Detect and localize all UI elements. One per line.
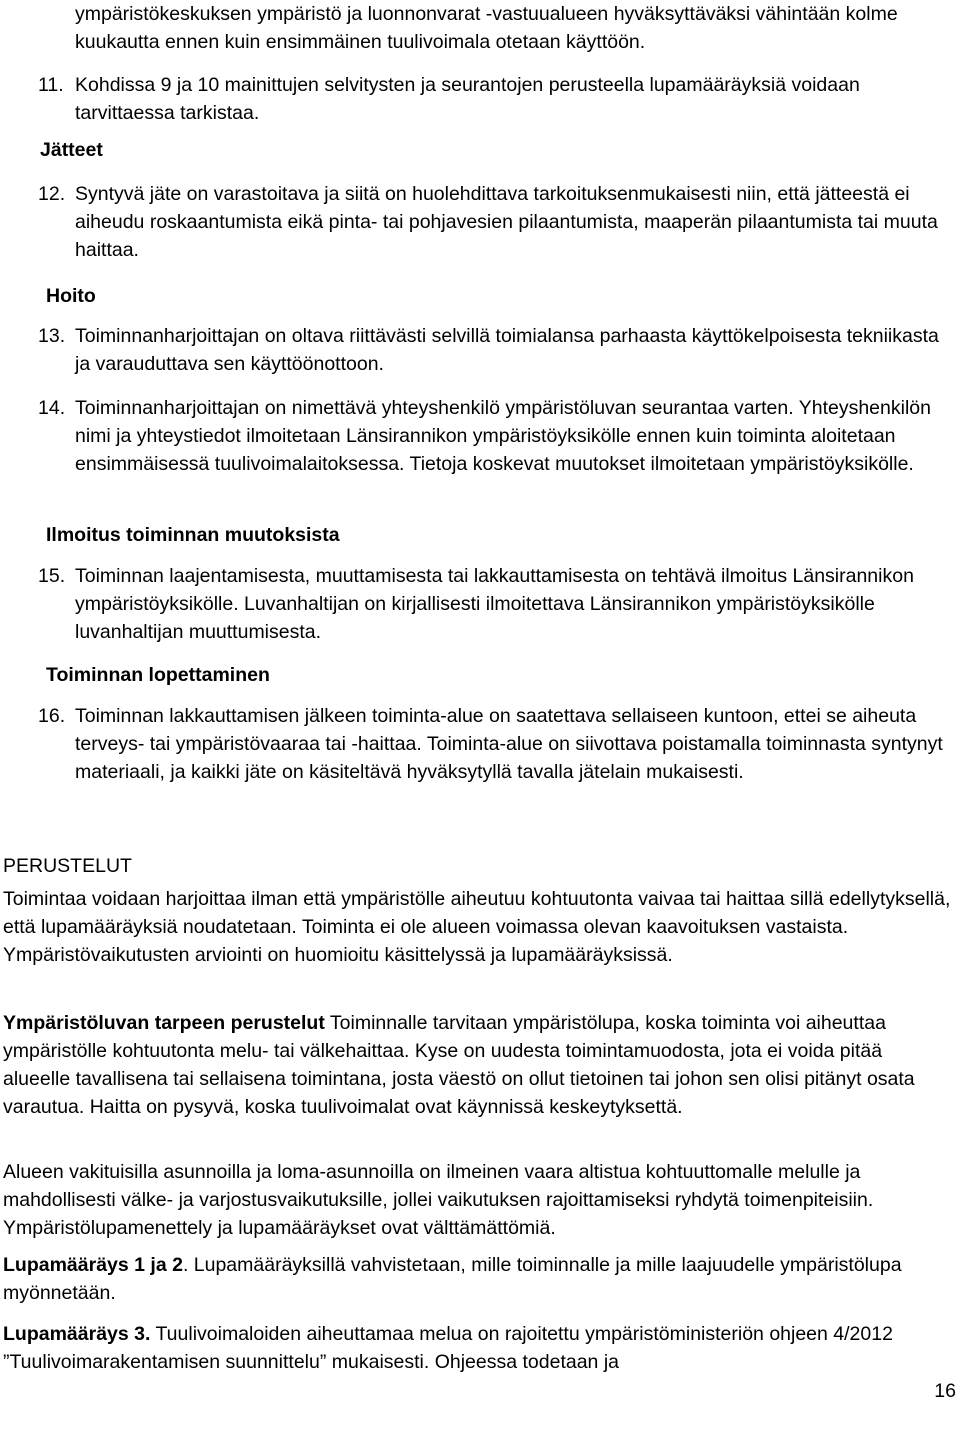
item-number: 11. (38, 74, 64, 96)
list-item-15 (38, 562, 956, 646)
item-text: Toiminnan laajentamisesta, muuttamisesta tai lakkauttamisesta on tehtävä ilmoitus Länsirannikon ympäristöyksikölle. Luvanhaltijan on kirjallisesti ilmoitettava Länsirannikon ympäristöyksikölle luvanhaltijan muuttumisesta. (75, 565, 914, 643)
lupamaarays-3-paragraph (3, 1320, 953, 1376)
list-item-16 (38, 702, 956, 786)
lupa3-heading: Lupamääräys 3. (3, 1323, 151, 1345)
alueen-text: Alueen vakituisilla asunnoilla ja loma-asunnoilla on ilmeinen vaara altistua kohtuuttomalle melulle ja mahdollisesti välke- ja varjostusvaikutuksille, jollei vaikutuksen rajoittamiseksi ryhdytä toimenpiteisiin. Ympäristölupamenettely ja lupamääräykset ovat välttämättömiä. (3, 1161, 874, 1239)
list-item-14 (38, 394, 956, 478)
page-number: 16 (934, 1380, 956, 1402)
lupa3-text: Tuulivoimaloiden aiheuttamaa melua on rajoitettu ympäristöministeriön ohjeen 4/2012 ”Tuulivoimarakentamisen suunnittelu” mukaisesti. Ohjeessa todetaan ja (3, 1323, 893, 1373)
item-text: Kohdissa 9 ja 10 mainittujen selvitysten ja seurantojen perusteella lupamääräyksiä voidaan tarvittaessa tarkistaa. (75, 74, 860, 124)
tarve-paragraph (3, 1009, 953, 1121)
item-number: 13. (38, 325, 66, 347)
item-text: Toiminnanharjoittajan on oltava riittävästi selvillä toimialansa parhaasta käyttökelpoisesta tekniikasta ja varauduttava sen käyttöönottoon. (75, 325, 939, 375)
item-number: 16. (38, 705, 66, 727)
item-text: Toiminnanharjoittajan on nimettävä yhteyshenkilö ympäristöluvan seurantaa varten. Yhteyshenkilön nimi ja yhteystiedot ilmoitetaan Länsirannikon ympäristöyksikölle ennen kuin toiminta aloitetaan ensimmäisessä tuulivoimalaitoksessa. Tietoja koskevat muutokset ilmoitetaan ympäristöyksikölle. (75, 397, 931, 475)
lupa12-heading: Lupamääräys 1 ja 2 (3, 1254, 183, 1276)
item-number: 12. (38, 183, 66, 205)
heading-hoito: Hoito (46, 285, 96, 307)
heading-lopettaminen: Toiminnan lopettaminen (46, 664, 270, 686)
item-text: Toiminnan lakkauttamisen jälkeen toiminta-alue on saatettava sellaiseen kuntoon, ettei se aiheuta terveys- tai ympäristövaaraa tai -haittaa. Toiminta-alue on siivottava poistamalla toiminnasta syntynyt materiaali, ja kaikki jäte on käsiteltävä hyväksytyllä tavalla jätelain mukaisesti. (75, 705, 943, 783)
tarve-text: Toiminnalle tarvitaan ympäristölupa, koska toiminta voi aiheuttaa ympäristölle kohtuutonta melu- tai välkehaittaa. Kyse on uudesta toimintamuodosta, jota ei voida pitää alueelle tavallisena tai sellaisena toimintana, josta väestö on ollut tietoinen tai johon sen olisi pitänyt osata varautua. Haitta on pysyvä, koska tuulivoimalat ovat käynnissä keskeytyksettä. (3, 1012, 915, 1118)
item-text: Syntyvä jäte on varastoitava ja siitä on huolehdittava tarkoituksenmukaisesti niin, että jätteestä ei aiheudu roskaantumista eikä pinta- tai pohjavesien pilaantumista, maaperän pilaantumista tai muuta haittaa. (75, 183, 938, 261)
lupamaarays-1-2-paragraph (3, 1251, 953, 1307)
intro-paragraph: ympäristökeskuksen ympäristö ja luonnonvarat -vastuualueen hyväksyttäväksi vähintään kolme kuukautta ennen kuin ensimmäinen tuulivoimala otetaan käyttöön. (75, 3, 898, 53)
item-number: 15. (38, 565, 66, 587)
heading-perustelut: PERUSTELUT (3, 855, 132, 877)
heading-jatteet: Jätteet (40, 139, 103, 161)
perustelut-text: Toimintaa voidaan harjoittaa ilman että ympäristölle aiheutuu kohtuutonta vaivaa tai haittaa sillä edellytyksellä, että lupamääräyksiä noudatetaan. Toiminta ei ole alueen voimassa olevan kaavoituksen vastaista. Ympäristövaikutusten arviointi on huomioitu käsittelyssä ja lupamääräyksissä. (3, 888, 951, 966)
heading-ilmoitus: Ilmoitus toiminnan muutoksista (46, 524, 340, 546)
alueen-paragraph (3, 1158, 953, 1242)
tarve-heading: Ympäristöluvan tarpeen perustelut (3, 1012, 325, 1034)
list-item-12 (38, 180, 956, 264)
lupa12-text: . Lupamääräyksillä vahvistetaan, mille toiminnalle ja mille laajuudelle ympäristölupa myönnetään. (3, 1254, 902, 1304)
list-item-13 (38, 322, 956, 378)
list-item-11 (38, 71, 956, 127)
item-number: 14. (38, 397, 66, 419)
perustelut-paragraph (3, 885, 953, 969)
